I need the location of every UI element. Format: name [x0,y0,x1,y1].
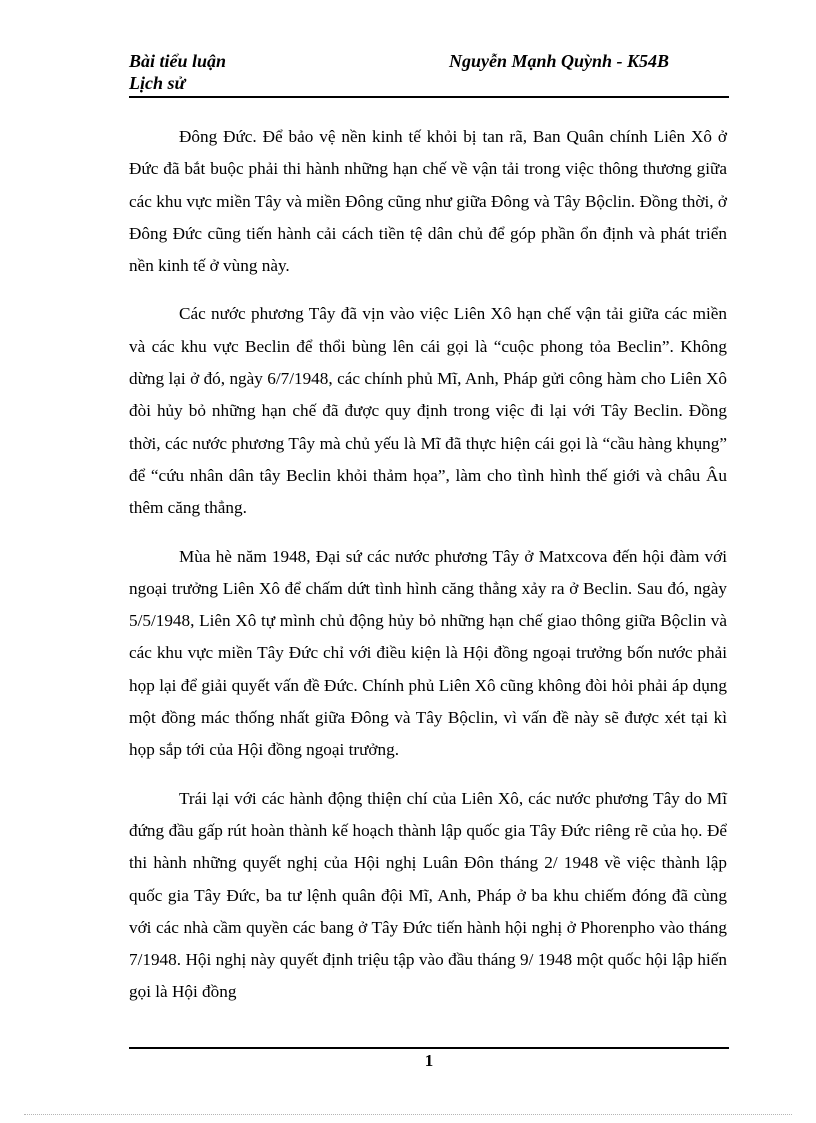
page-boundary-line [24,1114,792,1115]
header-author: Nguyễn Mạnh Quỳnh - K54B [449,51,670,71]
paragraph: Mùa hè năm 1948, Đại sứ các nước phương Tây ở Matxcova đến hội đàm với ngoại trưởng Liên Xô để chấm dứt tình hình căng thẳng xảy ra ở Beclin. Sau đó, ngày 5/5/1948, Liên Xô tự mình chủ động hủy bỏ những hạn chế giao thông giữa Bộclin và các khu vực miền Tây Đức chỉ với điều kiện là Hội đồng ngoại trưởng bốn nước phải họp lại để giải quyết vấn đề Đức. Chính phủ Liên Xô cũng không đòi hỏi phải áp dụng một đồng mác thống nhất giữa Đông và Tây Bộclin, vì vấn đề này sẽ được xét tại kì họp sắp tới của Hội đồng ngoại trưởng. [129,546,727,760]
document-body [129,121,727,1025]
paragraph: Các nước phương Tây đã vịn vào việc Liên Xô hạn chế vận tải giữa các miền và các khu vực Beclin để thổi bùng lên cái gọi là “cuộc phong tỏa Beclin”. Không dừng lại ở đó, ngày 6/7/1948, các chính phủ Mĩ, Anh, Pháp gửi công hàm cho Liên Xô đòi hủy bỏ những hạn chế đã được quy định trong việc đi lại với Tây Beclin. Đồng thời, các nước phương Tây mà chủ yếu là Mĩ đã thực hiện cái gọi là “cầu hàng khụng” để “cứu nhân dân tây Beclin khỏi thảm họa”, làm cho tình hình thế giới và châu Âu thêm căng thẳng. [129,304,727,518]
footer-divider [129,1047,729,1049]
page-header [129,50,729,98]
page-number: 1 [424,1051,434,1070]
paragraph: Trái lại với các hành động thiện chí của Liên Xô, các nước phương Tây do Mĩ đứng đầu gấp rút hoàn thành kế hoạch thành lập quốc gia Tây Đức riêng rẽ của họ. Để thi hành những quyết nghị của Hội nghị Luân Đôn tháng 2/ 1948 về việc thành lập quốc gia Tây Đức, ba tư lệnh quân đội Mĩ, Anh, Pháp ở ba khu chiếm đóng đã cùng với các nhà cầm quyền các bang ở Tây Đức tiến hành hội nghị ở Phorenpho vào tháng 7/1948. Hội nghị này quyết định triệu tập vào đầu tháng 9/ 1948 một quốc hội lập hiến gọi là Hội đồng [129,788,727,1002]
header-subject: Lịch sử [129,73,186,93]
header-title: Bài tiểu luận [129,51,227,71]
paragraph: Đông Đức. Để bảo vệ nền kinh tế khỏi bị tan rã, Ban Quân chính Liên Xô ở Đức đã bắt buộc phải thi hành những hạn chế về vận tải trong việc thông thương giữa các khu vực miền Tây và miền Đông cũng như giữa Đông và Tây Bộclin. Đồng thời, ở Đông Đức cũng tiến hành cải cách tiền tệ dân chủ để góp phần ổn định và phát triển nền kinh tế ở vùng này. [129,127,727,276]
